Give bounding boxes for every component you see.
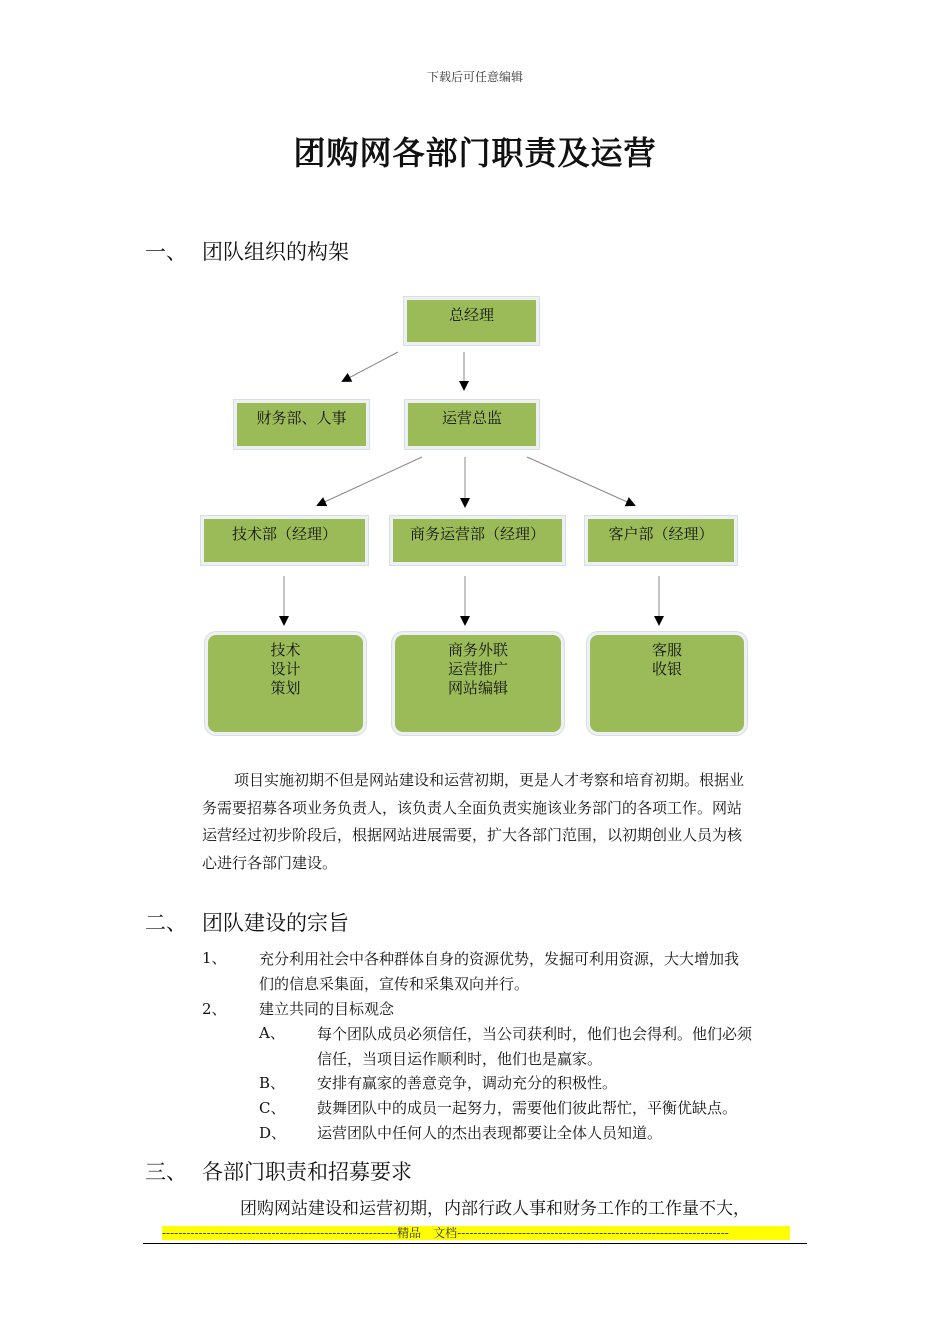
list-line: 每个团队成员必须信任，当公司获利时，他们也会得利。他们必须 — [317, 1025, 753, 1043]
document-title: 团购网各部门职责及运营 — [293, 134, 657, 172]
sub-item-a-text — [317, 1022, 752, 1072]
sub-item-c-number: C、 — [259, 1099, 286, 1117]
footer-rule — [143, 1243, 807, 1244]
list-line: 们的信息采集面，宣传和采集双向并行。 — [259, 975, 530, 993]
para-line: 心进行各部门建设。 — [202, 853, 338, 872]
biz-team-item: 商务外联 — [447, 641, 508, 659]
org-box-customer-team — [590, 635, 744, 732]
list-line: 充分利用社会中各种群体自身的资源优势，发掘可利用资源，大大增加我 — [259, 950, 740, 968]
customer-team-item: 客服 — [651, 641, 682, 659]
header-note: 下载后可任意编辑 — [426, 70, 523, 84]
list-item-1-number: 1、 — [202, 949, 227, 967]
tech-team-item: 技术 — [270, 641, 301, 659]
section-1-title: 团队组织的构架 — [202, 240, 349, 264]
customer-team-item: 收银 — [651, 660, 682, 678]
org-box-biz-dept: 商务运营部（经理） — [393, 519, 562, 562]
sub-item-a-number: A、 — [259, 1024, 285, 1042]
arrow-ops-to-tech — [318, 457, 422, 505]
section-3-paragraph: 团购网站建设和运营初期，内部行政人事和财务工作的工作量不大， — [240, 1199, 750, 1219]
para-line: 项目实施初期不但是网站建设和运营初期，更是人才考察和培育初期。根据业 — [234, 771, 745, 789]
org-box-finance-hr: 财务部、人事 — [237, 403, 366, 446]
tech-team-item: 策划 — [270, 679, 301, 697]
intro-paragraph — [202, 767, 822, 877]
sub-item-b-number: B、 — [259, 1074, 286, 1092]
org-box-ops-director: 运营总监 — [408, 403, 536, 446]
sub-item-d-text: 运营团队中任何人的杰出表现都要让全体人员知道。 — [317, 1124, 663, 1142]
org-box-general-manager: 总经理 — [407, 300, 536, 342]
para-line: 运营经过初步阶段后，根据网站进展需要，扩大各部门范围，以初期创业人员为核 — [202, 826, 743, 844]
sub-item-d-number: D、 — [259, 1124, 287, 1142]
footer-banner: ----------------------------------------------------------精品 文档------------------------------------------------------------------- — [162, 1226, 790, 1240]
list-item-1-text — [259, 947, 739, 997]
biz-team-item: 网站编辑 — [447, 679, 508, 697]
org-box-customer-dept: 客户部（经理） — [588, 519, 734, 562]
section-2-number: 二、 — [145, 911, 187, 935]
arrow-ops-to-customer — [527, 457, 634, 505]
biz-team-item: 运营推广 — [447, 660, 508, 678]
arrow-ceo-to-finance — [343, 352, 398, 381]
list-item-2-number: 2、 — [202, 1000, 227, 1018]
list-item-2-text: 建立共同的目标观念 — [259, 1000, 395, 1018]
section-3-title: 各部门职责和招募要求 — [202, 1160, 412, 1184]
sub-item-c-text: 鼓舞团队中的成员一起努力，需要他们彼此帮忙，平衡优缺点。 — [317, 1099, 738, 1117]
para-line: 务需要招募各项业务负责人，该负责人全面负责实施该业务部门的各项工作。网站 — [202, 798, 743, 817]
list-line: 信任，当项目运作顺利时，他们也是赢家。 — [317, 1050, 603, 1068]
org-box-biz-team — [395, 635, 561, 732]
tech-team-item: 设计 — [270, 660, 301, 678]
org-box-tech-team — [208, 635, 363, 732]
section-2-title: 团队建设的宗旨 — [202, 911, 349, 935]
section-3-number: 三、 — [145, 1160, 187, 1184]
org-box-tech-dept: 技术部（经理） — [204, 519, 365, 562]
sub-item-b-text: 安排有赢家的善意竞争，调动充分的积极性。 — [317, 1074, 618, 1092]
section-1-number: 一、 — [145, 240, 187, 264]
